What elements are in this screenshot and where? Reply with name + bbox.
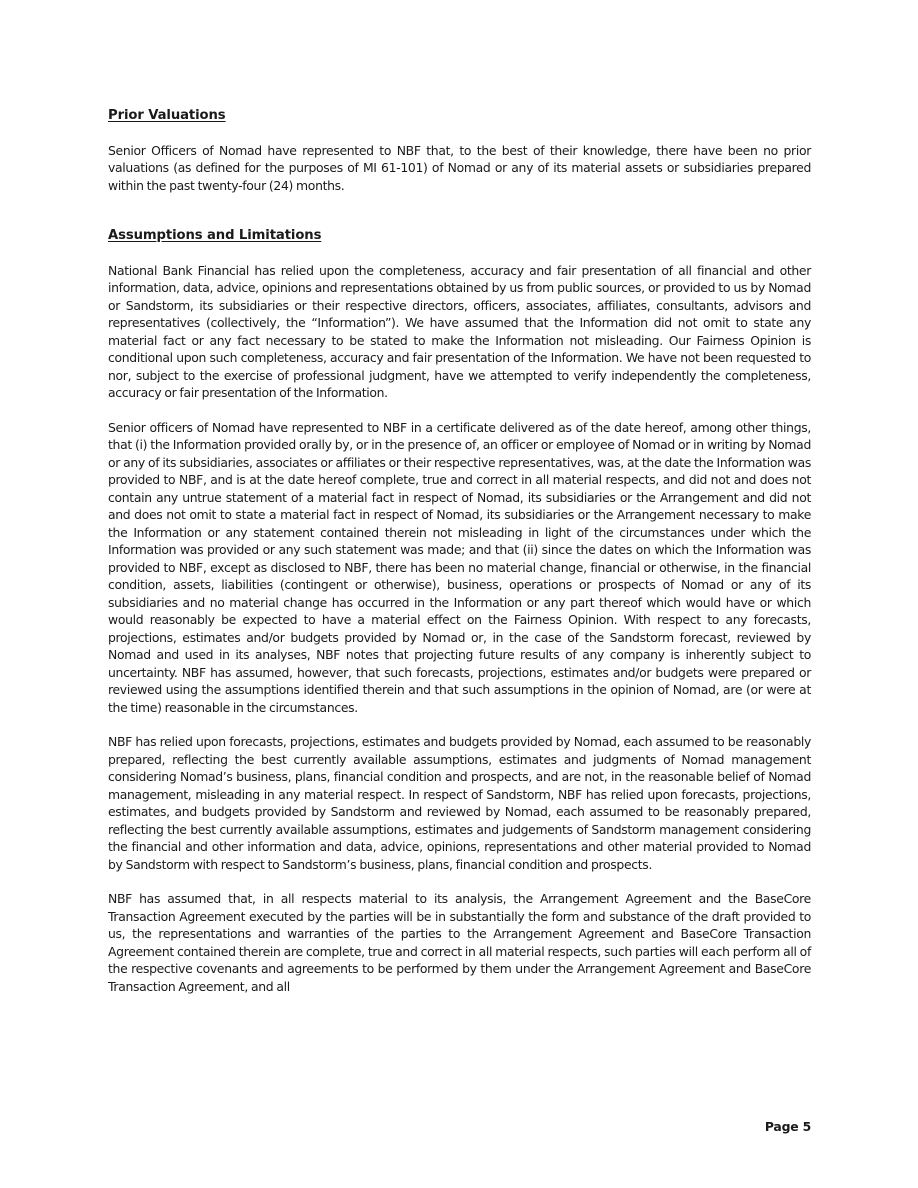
page-number: Page 5 — [764, 1119, 811, 1134]
paragraph: National Bank Financial has relied upon the completeness, accuracy and fair presentation of all financial and other information, data, advice, opinions and representations obtained by us from public sources, or provided to us by Nomad or Sandstorm, its subsidiaries or their respective directors, officers, associates, affiliates, consultants, advisors and representatives (collectively, the “Information”). We have assumed that the Information did not omit to state any material fact or any fact necessary to be stated to make the Information not misleading. Our Fairness Opinion is conditional upon such completeness, accuracy and fair presentation of the Information. We have not been requested to nor, subject to the exercise of professional judgment, have we attempted to verify independently the completeness, accuracy or fair presentation of the Information. — [108, 262, 811, 400]
section-assumptions-limitations — [108, 227, 811, 995]
paragraph: Senior officers of Nomad have represented to NBF in a certificate delivered as of the date hereof, among other things, that (i) the Information provided orally by, or in the presence of, an officer or employee of Nomad or in writing by Nomad or any of its subsidiaries, associates or affiliates or their respective representatives, was, at the date the Information was provided to NBF, and is at the date hereof complete, true and correct in all material respects, and did not and does not contain any untrue statement of a material fact in respect of Nomad, its subsidiaries or the Arrangement and did not and does not omit to state a material fact in respect of Nomad, its subsidiaries or the Arrangement necessary to make the Information or any statement contained therein not misleading in light of the circumstances under which the Information was provided or any such statement was made; and that (ii) since the dates on which the Information was provided to NBF, except as disclosed to NBF, there has been no material change, financial or otherwise, in the financial condition, assets, liabilities (contingent or otherwise), business, operations or prospects of Nomad or any of its subsidiaries and no material change has occurred in the Information or any part thereof which would have or which would reasonably be expected to have a material effect on the Fairness Opinion. With respect to any forecasts, projections, estimates and/or budgets provided by Nomad or, in the case of the Sandstorm forecast, reviewed by Nomad and used in its analyses, NBF notes that projecting future results of any company is inherently subject to uncertainty. NBF has assumed, however, that such forecasts, projections, estimates and/or budgets were prepared or reviewed using the assumptions identified therein and that such assumptions in the opinion of Nomad, are (or were at the time) reasonable in the circumstances. — [108, 419, 811, 715]
section-heading: Prior Valuations — [108, 108, 226, 123]
section-prior-valuations — [108, 107, 811, 194]
paragraph: NBF has assumed that, in all respects material to its analysis, the Arrangement Agreement and the BaseCore Transaction Agreement executed by the parties will be in substantially the form and substance of the draft provided to us, the representations and warranties of the parties to the Arrangement Agreement and BaseCore Transaction Agreement contained therein are complete, true and correct in all material respects, such parties will each perform all of the respective covenants and agreements to be performed by them under the Arrangement Agreement and BaseCore Transaction Agreement, and all — [108, 891, 811, 994]
paragraph: NBF has relied upon forecasts, projections, estimates and budgets provided by Nomad, each assumed to be reasonably prepared, reflecting the best currently available assumptions, estimates and judgments of Nomad management considering Nomad’s business, plans, financial condition and prospects, and are not, in the reasonable belief of Nomad management, misleading in any material respect. In respect of Sandstorm, NBF has relied upon forecasts, projections, estimates, and budgets provided by Sandstorm and reviewed by Nomad, each assumed to be reasonably prepared, reflecting the best currently available assumptions, estimates and judgements of Sandstorm management considering the financial and other information and data, advice, opinions, representations and other material provided to Nomad by Sandstorm with respect to Sandstorm’s business, plans, financial condition and prospects. — [108, 734, 811, 872]
paragraph: Senior Officers of Nomad have represented to NBF that, to the best of their knowledge, there have been no prior valuations (as defined for the purposes of MI 61-101) of Nomad or any of its material assets or subsidiaries prepared within the past twenty-four (24) months. — [108, 142, 811, 193]
section-heading: Assumptions and Limitations — [108, 228, 322, 243]
page-content — [108, 107, 811, 995]
